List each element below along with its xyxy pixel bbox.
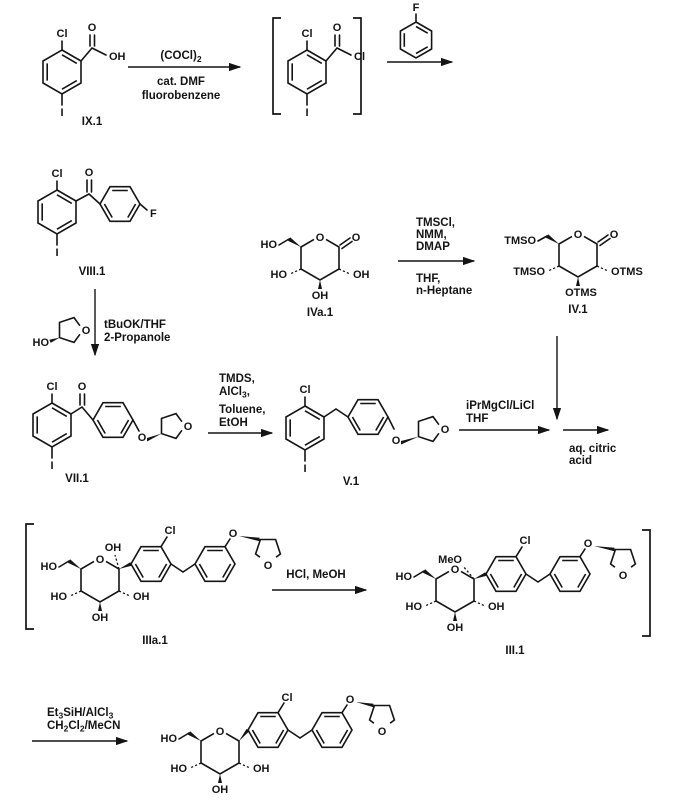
wedge-bond [147,434,162,442]
pyranose-ring [436,571,474,612]
benzene-ring-left [33,403,71,447]
benzene-ring-phenoxy [312,713,352,748]
bond [57,181,147,245]
atom-label-cl: Cl [281,692,293,704]
reagent-step5-line4: EtOH [219,417,248,429]
bond [580,549,585,557]
compound-iva1 [261,232,370,319]
atom-label-ring-o: O [215,726,225,738]
compound-iii1 [396,535,636,657]
atom-label-ho-ch2: HO [260,239,277,251]
thf-ring [611,550,636,568]
atom-label-thf-o: O [183,421,193,433]
compound-label-viii1: VIII.1 [78,266,106,278]
reagent-step8-line1: HCl, MeOH [286,569,346,581]
atom-label-oh-anomeric: OH [104,542,122,554]
benzene-ring-right [348,400,388,435]
atom-label-ho-c4: HO [270,269,287,281]
atom-label-o-carbonyl: O [609,229,619,241]
carbonyl-double-bond [87,180,92,192]
wedge-bond-aryl [474,572,487,579]
atom-label-meo-anomeric: MeO [438,554,462,566]
atom-label-o: O [77,381,87,393]
wedge-bond [218,774,222,783]
carbonyl-double-bond [335,35,340,46]
bond [307,41,351,105]
atom-label-cl: Cl [299,384,311,396]
benzene-ring [400,22,431,58]
atom-label-thf-o: O [377,726,387,738]
atom-label-o-ether: O [228,528,238,540]
wedge-bond [576,277,580,286]
compound-vii1 [33,381,193,485]
compound-label-iii1: III.1 [505,645,525,657]
atom-label-ring-o: O [450,564,460,576]
atom-label-o-ether: O [137,432,147,444]
atom-label-ho-c4: HO [405,601,422,613]
bond [59,561,69,567]
intermediate-brackets [273,18,361,114]
wedge-bond [68,559,81,569]
atom-label-oh-c2: OH [133,591,150,603]
atom-label-ho: HO [32,337,49,349]
reagent-step7-line2: acid [569,455,593,467]
atom-label-oh-c3: OH [446,622,464,634]
atom-label-i: I [303,463,307,475]
atom-label-cl-acyl: Cl [354,51,365,63]
atom-label-ring-o: O [81,325,91,337]
atom-label-o-ether: O [345,694,355,706]
compound-label-ix1: IX.1 [81,116,103,128]
reagent-step5-line2: AlCl$_3$, [219,386,250,400]
hash-bond [190,763,201,768]
reagent-step3-line5: n-Heptane [416,285,473,297]
carbonyl-double-bond [90,35,95,46]
reagent-step6-line2: THF [466,413,489,425]
hash-bond [70,591,81,596]
benzene-ring-right [93,403,133,438]
atom-label-cl: Cl [519,535,531,547]
bond-ch2 [171,564,195,572]
atom-label-oh-c3: OH [91,612,109,624]
compound-ix1 [43,22,126,128]
reagent-step4-line1: tBuOK/THF [104,319,166,331]
compound-viii1 [38,167,157,278]
atom-label-o: O [84,167,94,179]
benzene-ring-right [100,187,140,222]
wedge-bond [239,536,260,541]
atom-label-ho-ch2: HO [395,571,412,583]
benzene-ring-left [38,190,76,234]
compound-v1 [286,384,450,488]
hash-bond [425,601,436,606]
reagent-step6-line1: iPrMgCl/LiCl [466,400,535,412]
bond [538,236,547,241]
reagent-step1-line1: $(COCl)_2$ [160,50,202,64]
atom-label-cl: Cl [301,28,313,40]
atom-label-oh-c3: OH [311,290,329,302]
thf-ring [419,417,439,442]
benzene-ring-cl [486,557,526,592]
atom-label-i: I [50,460,54,472]
atom-label-o-carbonyl: O [351,232,361,244]
atom-label-f: F [412,2,420,14]
hash-bond [239,763,250,768]
compound-label-iva1: IVa.1 [306,307,334,319]
bond-ch2 [526,574,550,582]
atom-label-ho-ch2: HO [160,733,177,745]
hash-bond [597,266,608,271]
compound-final-product [161,692,395,796]
lactone-double-bond [598,235,610,246]
atom-label-o: O [87,22,97,34]
benzene-ring-cl [131,547,171,582]
reagent-thf-3-ol [33,318,91,349]
compound-label-iv1: IV.1 [568,304,588,316]
atom-label-i: I [60,107,64,119]
atom-label-cl: Cl [164,525,176,537]
bond-ch2 [288,730,312,738]
reagent-step3-line2: NMM, [416,229,447,241]
reagent-step3-line4: THF, [416,273,441,285]
benzene-ring [288,50,326,94]
wedge-bond-aryl [119,562,132,569]
wedge-bond [98,602,102,611]
wedge-bond [288,237,301,247]
lactone-double-bond [340,238,352,249]
atom-label-thf-o: O [618,570,628,582]
bond [62,41,106,105]
atom-label-oh-c2: OH [488,601,505,613]
wedge-bond [356,702,374,707]
thf-ring [162,414,182,439]
pyranose-ring [81,561,119,602]
carbonyl-double-bond [80,394,85,405]
bond [342,705,347,713]
wedge-bond [594,546,615,551]
atom-label-cl: Cl [46,381,58,393]
compound-label-iiia1: IIIa.1 [142,635,168,647]
atom-label-oh: OH [109,51,126,63]
reagent-step4-line2: 2-Propanole [104,332,171,344]
reagent-step9-line2: $CH_2Cl_2$/MeCN [47,720,121,734]
hash-bond [119,591,130,596]
atom-label-ho-c4: HO [170,763,187,775]
wedge-bond [401,437,419,445]
wedge-bond [546,234,559,244]
thf-ring [60,318,80,343]
atom-label-cl: Cl [51,168,63,180]
atom-label-o-ether: O [391,435,401,447]
pyranose-ring [201,733,239,774]
bond [278,703,284,713]
atom-label-i: I [55,247,59,259]
compound-fluorobenzene [400,2,431,58]
reagent-step3-line1: TMSCl, [416,217,455,229]
atom-label-ho-c4: HO [50,591,67,603]
atom-label-i: I [305,107,309,119]
compound-iiia1 [41,525,281,647]
compound-label-vii1: VII.1 [65,473,89,485]
hash-bond [290,269,301,274]
bond [179,733,189,739]
atom-label-oh-c3: OH [211,784,229,796]
atom-label-ring-o: O [95,554,105,566]
reagent-step7-line1: aq. citric [569,443,617,455]
atom-label-otms-c3: OTMS [565,287,597,299]
bond [516,547,522,557]
atom-label-cl: Cl [56,28,68,40]
hash-bond-anomeric [463,566,474,579]
reagent-step5-line1: TMDS, [219,373,255,385]
reagent-step3-line3: DMAP [416,241,450,253]
atom-label-thf-o: O [440,424,450,436]
atom-label-tmso-c4: TMSO [513,266,545,278]
atom-label-o-ether: O [583,538,593,550]
wedge-bond [453,612,457,621]
wedge-bond [188,731,201,741]
reagent-step1-line2: cat. DMF [157,76,205,88]
benzene-ring-cl [248,713,288,748]
hash-bond [339,269,350,274]
atom-label-o: O [332,22,342,34]
bond [414,571,424,577]
thf-ring [370,706,395,724]
hash-bond [548,266,559,271]
benzene-ring-left [286,406,324,450]
benzene-ring-phenoxy [195,547,235,582]
atom-label-oh-c2: OH [253,763,270,775]
bond [161,537,167,547]
reagent-step5-line3: Toluene, [219,404,266,416]
atom-label-ring-o: O [573,229,583,241]
bond [225,539,230,547]
atom-label-oh-c2: OH [353,269,370,281]
hash-bond [474,601,485,606]
atom-label-f: F [150,208,157,220]
atom-label-ho-ch2: HO [40,561,57,573]
atom-label-tmso-ch2: TMSO [504,235,536,247]
atom-label-thf-o: O [263,560,273,572]
pyranose-ring [301,239,339,280]
atom-label-otms-c2: OTMS [611,266,643,278]
reagent-step1-line3: fluorobenzene [141,90,221,102]
atom-label-ring-o: O [315,232,325,244]
benzene-ring [43,50,81,94]
wedge-bond [318,280,322,289]
bond [279,239,289,245]
reagent-step9-line1: $Et_3SiH/AlCl_3$ [47,707,114,721]
wedge-bond [423,569,436,579]
pyranose-ring [559,236,597,277]
benzene-ring-phenoxy [550,557,590,592]
compound-iv1 [504,229,643,316]
compound-label-v1: V.1 [342,476,360,488]
thf-ring [256,540,281,558]
compound-acid-chloride [288,22,365,119]
wedge-bond [49,338,59,343]
